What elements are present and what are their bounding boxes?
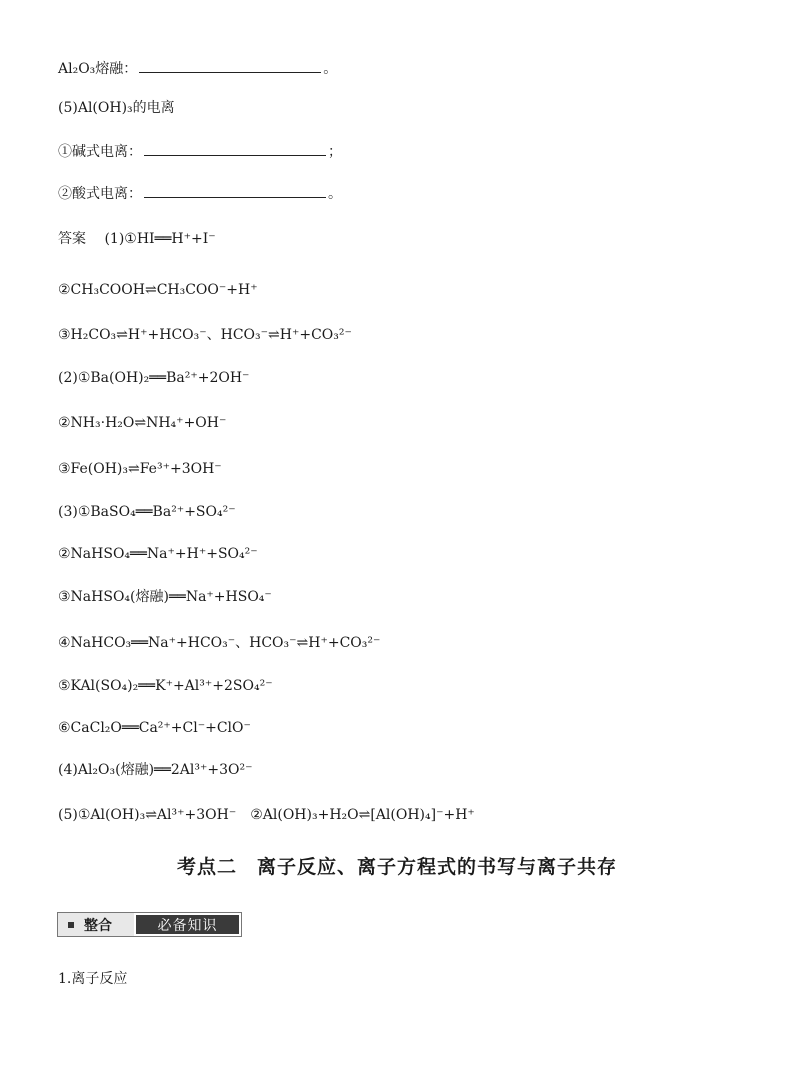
answer-blank[interactable] — [139, 58, 321, 73]
answer-line-1 — [58, 229, 216, 249]
answer-line-7: (3)①BaSO₄══Ba²⁺+SO₄²⁻ — [58, 504, 236, 520]
al2o3-melt-label: Al₂O₃熔融： — [58, 61, 138, 77]
answer-line-11: ⑤KAl(SO₄)₂══K⁺+Al³⁺+2SO₄²⁻ — [58, 678, 273, 694]
answer-blank[interactable] — [144, 183, 326, 198]
tag-left — [58, 913, 134, 936]
section5-label: (5)Al(OH)₃的电离 — [58, 100, 175, 116]
period: 。 — [323, 61, 338, 77]
subheading-ion-reaction: 1.离子反应 — [58, 971, 128, 987]
basic-label: ①碱式电离： — [58, 144, 142, 160]
acidic-label: ②酸式电离： — [58, 186, 142, 202]
answer-line-8: ②NaHSO₄══Na⁺+H⁺+SO₄²⁻ — [58, 546, 258, 562]
question-al2o3-melt — [58, 58, 337, 79]
question-basic-ionization — [58, 141, 342, 162]
square-bullet-icon — [68, 922, 74, 928]
semicolon: ； — [328, 144, 342, 160]
answer-line-2: ②CH₃COOH⇌CH₃COO⁻+H⁺ — [58, 282, 258, 298]
answer-line-5: ②NH₃·H₂O⇌NH₄⁺+OH⁻ — [58, 415, 227, 431]
section-tag — [57, 912, 242, 937]
answer-line-10: ④NaHCO₃══Na⁺+HCO₃⁻、HCO₃⁻⇌H⁺+CO₃²⁻ — [58, 635, 381, 651]
answer-line-4: (2)①Ba(OH)₂══Ba²⁺+2OH⁻ — [58, 370, 250, 386]
tag-right-label: 必备知识 — [136, 915, 239, 934]
answer-heading: 答案 — [58, 231, 86, 247]
answer-line-13: (4)Al₂O₃(熔融)══2Al³⁺+3O²⁻ — [58, 762, 253, 778]
period: 。 — [328, 186, 342, 202]
answer-line-12: ⑥CaCl₂O══Ca²⁺+Cl⁻+ClO⁻ — [58, 720, 251, 736]
answer-text: (1)①HI══H⁺+I⁻ — [104, 231, 216, 247]
section-title: 考点二 离子反应、离子方程式的书写与离子共存 — [176, 856, 617, 878]
answer-line-14: (5)①Al(OH)₃⇌Al³⁺+3OH⁻ ②Al(OH)₃+H₂O⇌[Al(OH)₄]⁻+H⁺ — [58, 807, 475, 823]
question-acidic-ionization — [58, 183, 342, 204]
tag-left-label: 整合 — [84, 917, 112, 934]
answer-line-6: ③Fe(OH)₃⇌Fe³⁺+3OH⁻ — [58, 461, 222, 477]
answer-line-9: ③NaHSO₄(熔融)══Na⁺+HSO₄⁻ — [58, 589, 272, 605]
answer-blank[interactable] — [144, 141, 326, 156]
answer-line-3: ③H₂CO₃⇌H⁺+HCO₃⁻、HCO₃⁻⇌H⁺+CO₃²⁻ — [58, 327, 352, 343]
